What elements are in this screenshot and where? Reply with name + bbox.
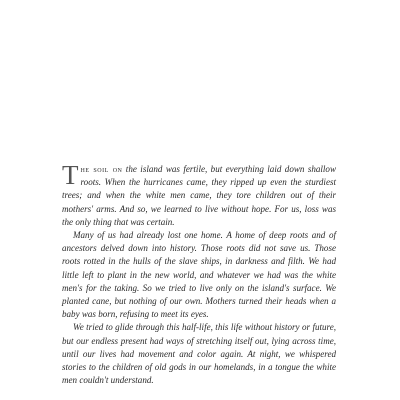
opening-small-caps: he soil on xyxy=(80,164,123,174)
paragraph-1 xyxy=(62,160,336,229)
paragraph-2: Many of us had already lost one home. A home of deep roots and of ancestors delved down into history. Those roots did not save us. Those roots rotted in the hulls of the slave ships, in darkness and filth. We had little left to plant in the new world, and whatever we had was the white men's for the taking. So we tried to live only on the island's surface. We planted cane, but nothing of our own. Mothers turned their heads when a baby was born, refusing to meet its eyes. xyxy=(62,230,336,320)
body-text xyxy=(62,160,336,387)
paragraph-1-text: the island was fertile, but everything laid down shallow roots. When the hurricanes came, they ripped up even the sturdiest trees; and when the white men came, they tore children out of their mothers' arms. And so, we learned to live without hope. For us, loss was the only thing that was certain. xyxy=(62,164,336,227)
paragraph-3: We tried to glide through this half-life, this life without history or future, but our endless present had ways of stretching itself out, lying across time, until our lives had movement and color again. At night, we whispered stories to the children of old gods in our homelands, in a tongue the white men couldn't understand. xyxy=(62,322,336,386)
drop-cap: T xyxy=(62,160,79,190)
